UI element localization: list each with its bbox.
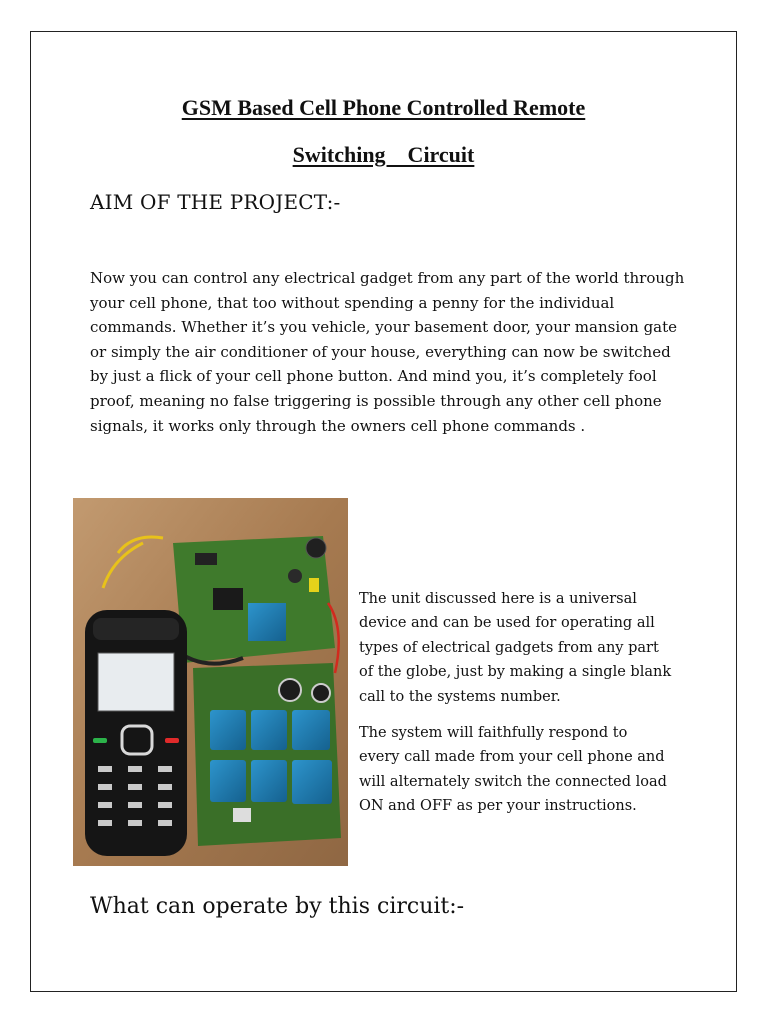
side-description bbox=[359, 587, 689, 819]
cell-phone bbox=[85, 610, 187, 856]
circuit-photo bbox=[73, 498, 348, 866]
main-relay bbox=[248, 603, 286, 641]
side-line: types of electrical gadgets from any part bbox=[359, 639, 659, 656]
side-line: will alternately switch the connected load bbox=[359, 773, 667, 790]
relay bbox=[292, 760, 332, 804]
ic-chip bbox=[213, 588, 243, 610]
capacitor bbox=[312, 684, 330, 702]
capacitor bbox=[306, 538, 326, 558]
relay bbox=[251, 710, 287, 750]
relay bbox=[251, 760, 287, 802]
operate-heading: What can operate by this circuit:- bbox=[90, 894, 465, 919]
intro-line: proof, meaning no false triggering is possible through any other cell phone bbox=[90, 391, 662, 410]
phone-screen bbox=[98, 653, 174, 711]
capacitor bbox=[279, 679, 301, 701]
phone-earpiece bbox=[93, 618, 179, 640]
intro-line: commands. Whether it’s you vehicle, your basement door, your mansion gate bbox=[90, 318, 678, 337]
intro-line: by just a flick of your cell phone button. And mind you, it’s completely fool bbox=[90, 367, 657, 386]
ic-chip bbox=[195, 553, 217, 565]
intro-line: or simply the air conditioner of your house, everything can now be switched bbox=[90, 342, 671, 361]
capacitor bbox=[288, 569, 302, 583]
side-line: The unit discussed here is a universal bbox=[359, 591, 637, 607]
call-key bbox=[93, 738, 107, 743]
end-key bbox=[165, 738, 179, 743]
page-title-line-1: GSM Based Cell Phone Controlled Remote bbox=[181, 95, 586, 120]
connector bbox=[233, 808, 251, 822]
relay bbox=[210, 710, 246, 750]
intro-line: Now you can control any electrical gadget from any part of the world through bbox=[90, 269, 685, 287]
relay bbox=[210, 760, 246, 802]
side-line: The system will faithfully respond to bbox=[359, 725, 628, 742]
intro-line: your cell phone, that too without spending a penny for the individual bbox=[90, 293, 615, 312]
aim-heading: AIM OF THE PROJECT:- bbox=[90, 190, 341, 214]
capacitor bbox=[309, 578, 319, 592]
intro-line: signals, it works only through the owners cell phone commands . bbox=[90, 416, 586, 435]
side-line: call to the systems number. bbox=[359, 688, 561, 705]
side-line: of the globe, just by making a single blank bbox=[359, 664, 672, 681]
page-title-line-2: Switching Circuit bbox=[292, 142, 475, 167]
relay bbox=[292, 710, 330, 750]
side-line: ON and OFF as per your instructions. bbox=[359, 798, 637, 815]
side-line: device and can be used for operating all bbox=[359, 615, 655, 632]
intro-paragraph bbox=[90, 266, 690, 438]
side-line: every call made from your cell phone and bbox=[359, 749, 665, 766]
